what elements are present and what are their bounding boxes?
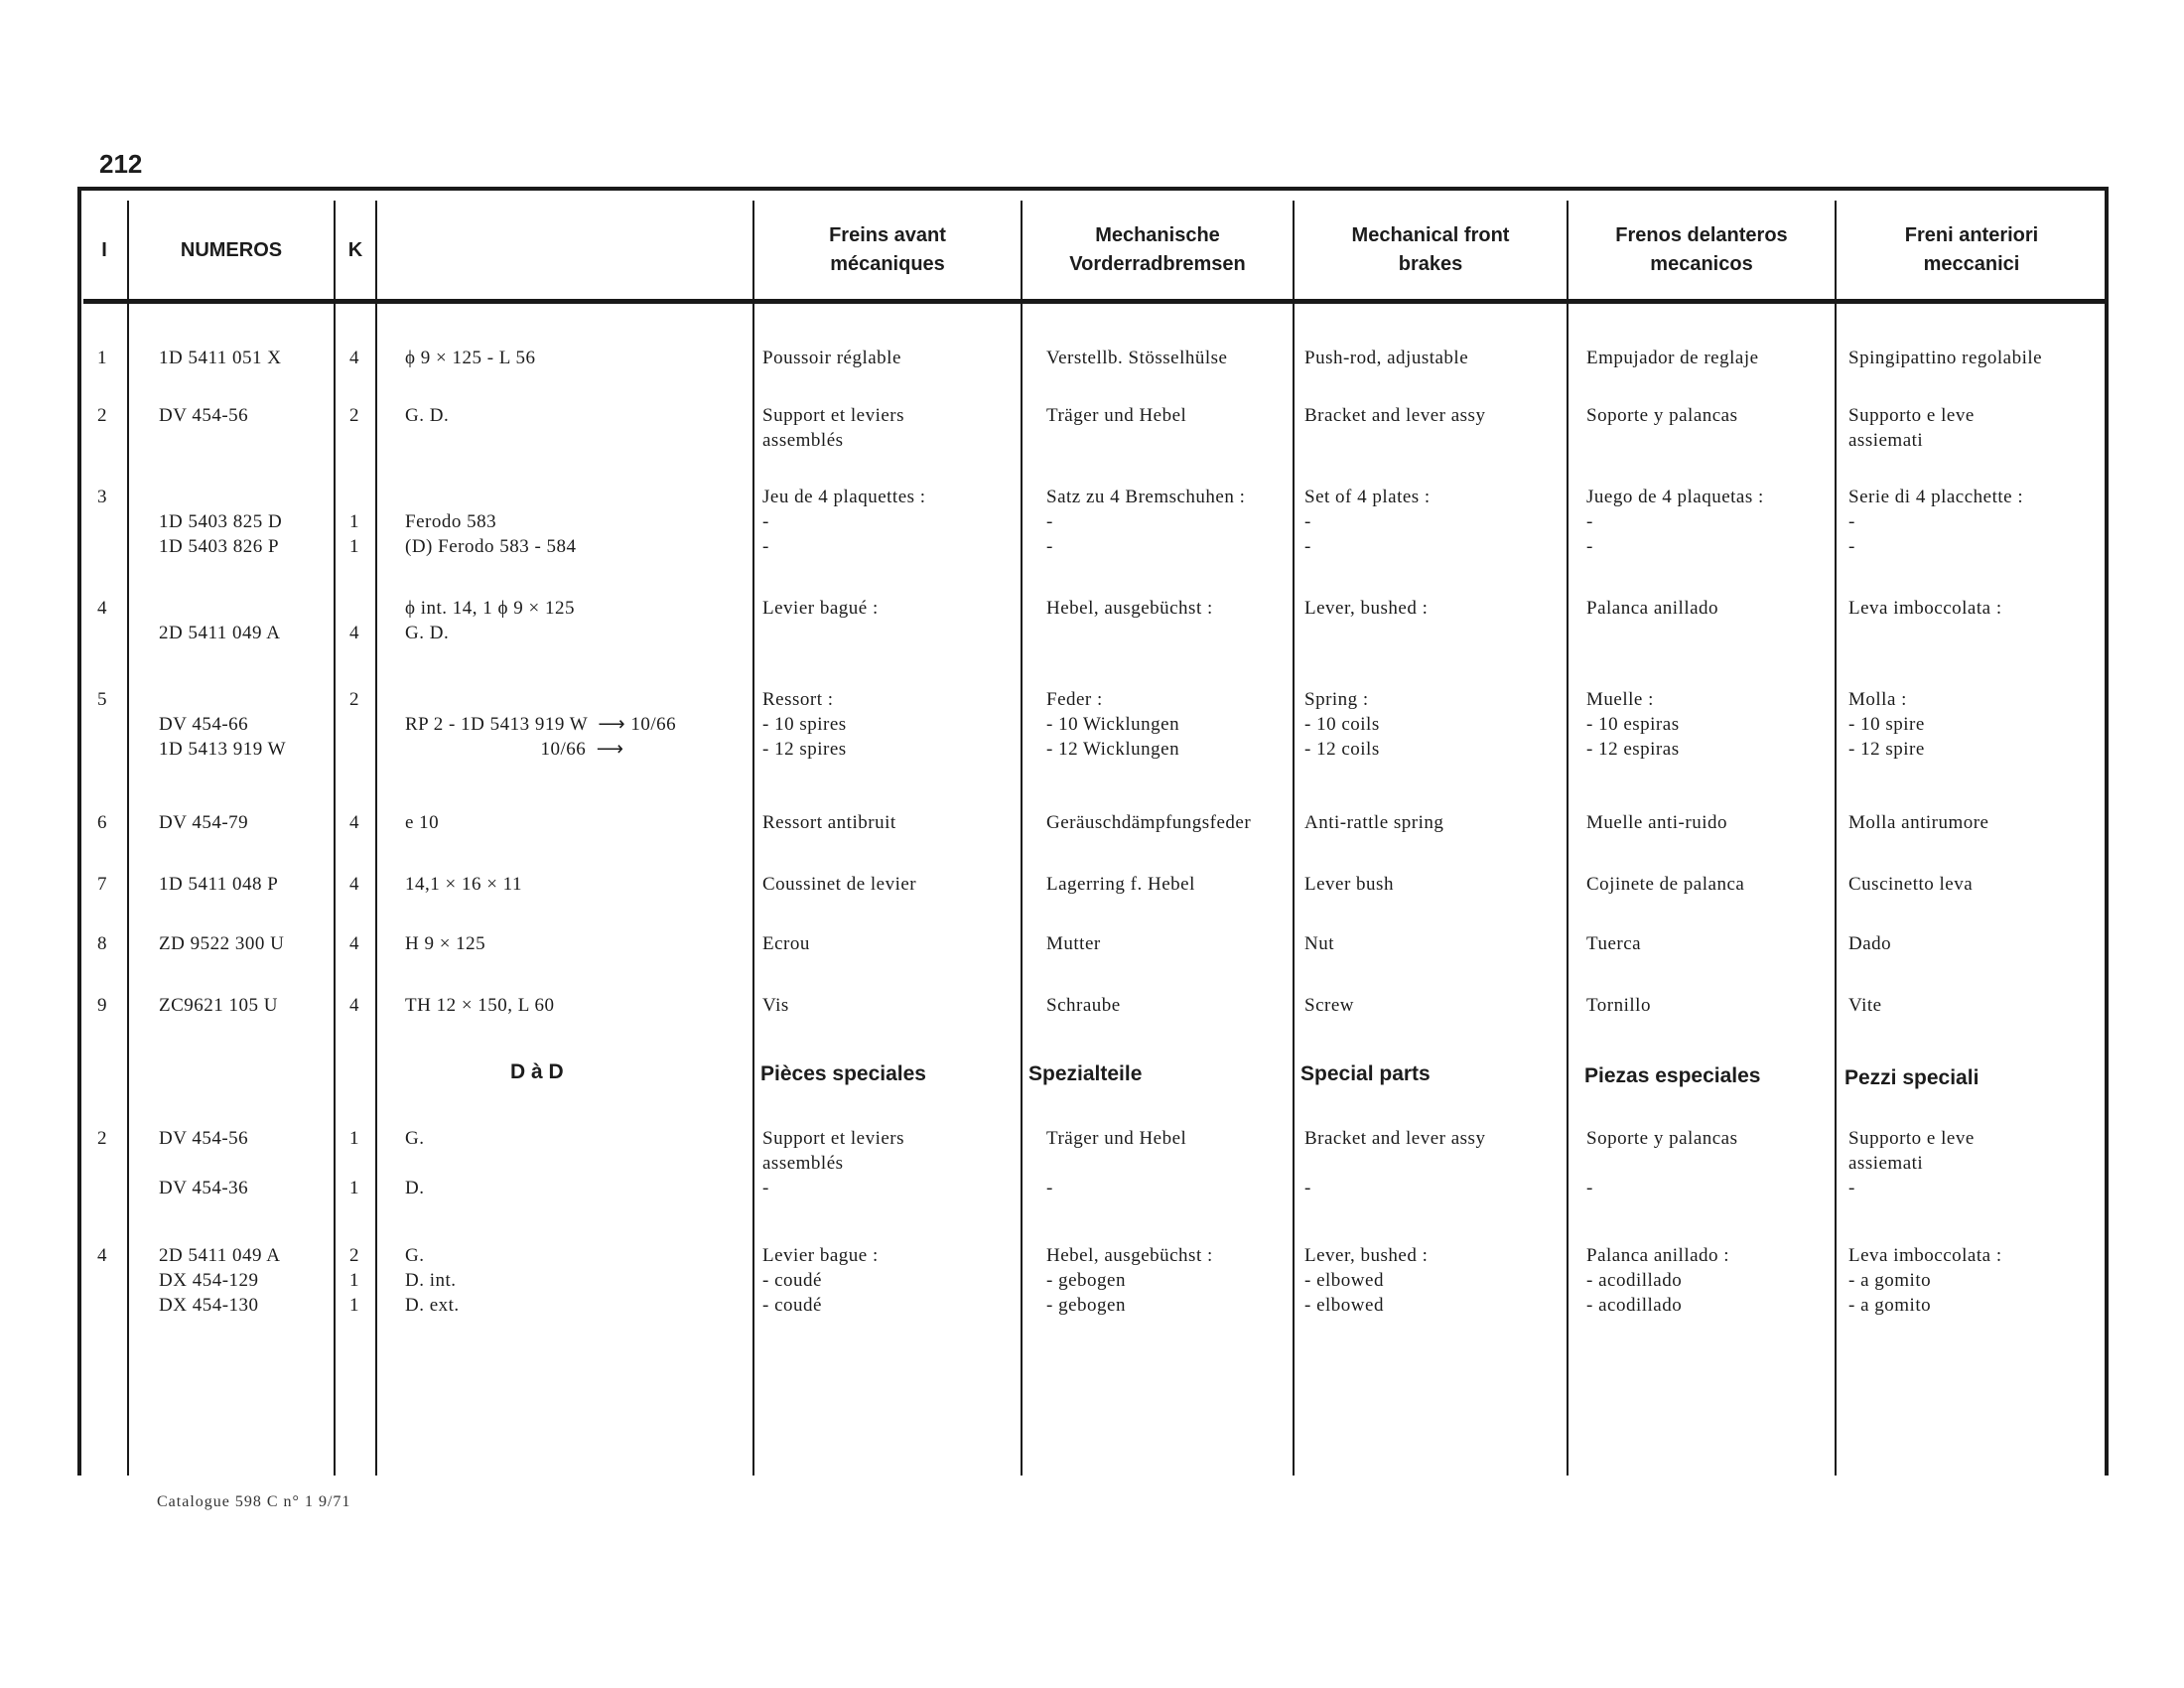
parts-table: [77, 187, 2109, 1476]
description-english: Screw: [1304, 995, 1354, 1016]
row-index: 8: [97, 933, 107, 954]
column-divider: [1835, 201, 1837, 1476]
quantity: 2: [349, 405, 359, 426]
description-spanish: Tornillo: [1586, 995, 1651, 1016]
section-title-italian: Pezzi speciali: [1844, 1066, 1979, 1089]
description-spanish: Palanca anillado : - acodillado - acodillado: [1586, 1245, 1730, 1316]
description-english: Lever bush: [1304, 874, 1394, 895]
column-divider: [1021, 201, 1023, 1476]
part-number: DV 454-66 1D 5413 919 W: [159, 714, 287, 760]
column-divider: [752, 201, 754, 1476]
description-english: Lever, bushed : - elbowed - elbowed: [1304, 1245, 1429, 1316]
quantity: 4: [349, 933, 359, 954]
part-number: DV 454-56 DV 454-36: [159, 1128, 249, 1198]
description-italian: Molla : - 10 spire - 12 spire: [1848, 689, 1925, 760]
description-french: Levier bagué :: [762, 598, 879, 619]
column-divider: [1567, 201, 1569, 1476]
catalogue-footer: Catalogue 598 C n° 1 9/71: [157, 1493, 351, 1510]
part-number: DV 454-79: [159, 812, 249, 833]
quantity: 1 1: [349, 511, 359, 557]
quantity: 4: [349, 623, 359, 643]
column-divider: [334, 201, 336, 1476]
description-french: Jeu de 4 plaquettes : - -: [762, 487, 926, 557]
description-italian: Supporto e leve assiemati: [1848, 405, 1975, 451]
header-qty: K: [347, 238, 363, 261]
description-french: Vis: [762, 995, 789, 1016]
row-index: 5: [97, 689, 107, 710]
table-left-border: [77, 187, 81, 1476]
description-spanish: Soporte y palancas -: [1586, 1128, 1738, 1198]
header-rule: [83, 299, 2105, 304]
quantity: 2 1 1: [349, 1245, 359, 1316]
section-title-french: Pièces speciales: [760, 1062, 926, 1085]
description-french: Ressort antibruit: [762, 812, 896, 833]
specification: G. D. int. D. ext.: [405, 1245, 460, 1316]
description-english: Set of 4 plates : - -: [1304, 487, 1431, 557]
quantity: 4: [349, 348, 359, 368]
specification: TH 12 × 150, L 60: [405, 995, 555, 1016]
description-french: Support et leviers assemblés: [762, 405, 905, 451]
description-spanish: Muelle anti-ruido: [1586, 812, 1727, 833]
row-index: 1: [97, 348, 107, 368]
part-number: ZD 9522 300 U: [159, 933, 285, 954]
description-german: Geräuschdämpfungsfeder: [1046, 812, 1252, 833]
specification: ϕ int. 14, 1 ϕ 9 × 125 G. D.: [405, 598, 576, 643]
description-french: Coussinet de levier: [762, 874, 917, 895]
description-spanish: Empujador de reglaje: [1586, 348, 1759, 368]
part-number: 1D 5411 051 X: [159, 348, 282, 368]
description-italian: Leva imboccolata :: [1848, 598, 2002, 619]
column-divider: [375, 201, 377, 1476]
description-spanish: Cojinete de palanca: [1586, 874, 1745, 895]
section-title-english: Special parts: [1300, 1062, 1431, 1085]
description-english: Lever, bushed :: [1304, 598, 1429, 619]
specification: e 10: [405, 812, 440, 833]
row-index: 3: [97, 487, 107, 507]
description-english: Bracket and lever assy: [1304, 405, 1486, 426]
header-english: Mechanical front brakes: [1351, 224, 1510, 275]
description-italian: Supporto e leve assiemati -: [1848, 1128, 1975, 1198]
row-index: 9: [97, 995, 107, 1016]
header-index: I: [101, 238, 107, 261]
description-french: Support et leviers assemblés -: [762, 1128, 905, 1198]
description-italian: Cuscinetto leva: [1848, 874, 1974, 895]
quantity: 4: [349, 812, 359, 833]
description-english: Spring : - 10 coils - 12 coils: [1304, 689, 1380, 760]
description-german: Feder : - 10 Wicklungen - 12 Wicklungen: [1046, 689, 1180, 760]
row-index: 4: [97, 598, 107, 619]
description-english: Push-rod, adjustable: [1304, 348, 1469, 368]
description-italian: Leva imboccolata : - a gomito - a gomito: [1848, 1245, 2002, 1316]
quantity: 1 1: [349, 1128, 359, 1198]
row-index: 4: [97, 1245, 107, 1266]
section-title-german: Spezialteile: [1028, 1062, 1143, 1085]
specification: RP 2 - 1D 5413 919 W ⟶ 10/66 10/66 ⟶: [405, 714, 677, 760]
description-french: Ressort : - 10 spires - 12 spires: [762, 689, 847, 760]
part-number: 1D 5411 048 P: [159, 874, 279, 895]
description-german: Verstellb. Stösselhülse: [1046, 348, 1228, 368]
description-spanish: Palanca anillado: [1586, 598, 1719, 619]
table-top-border: [77, 187, 2109, 191]
section-spec: D à D: [510, 1060, 564, 1083]
column-divider: [127, 201, 129, 1476]
description-italian: Vite: [1848, 995, 1882, 1016]
quantity: 2: [349, 689, 359, 710]
description-german: Schraube: [1046, 995, 1121, 1016]
row-index: 7: [97, 874, 107, 895]
part-number: 1D 5403 825 D 1D 5403 826 P: [159, 511, 283, 557]
part-number: 2D 5411 049 A: [159, 623, 281, 643]
description-english: Anti-rattle spring: [1304, 812, 1444, 833]
description-german: Satz zu 4 Bremschuhen : - -: [1046, 487, 1246, 557]
description-italian: Serie di 4 placchette : - -: [1848, 487, 2024, 557]
description-spanish: Juego de 4 plaquetas : - -: [1586, 487, 1764, 557]
header-german: Mechanische Vorderradbremsen: [1069, 224, 1246, 275]
description-german: Mutter: [1046, 933, 1101, 954]
description-french: Poussoir réglable: [762, 348, 901, 368]
description-italian: Dado: [1848, 933, 1892, 954]
description-italian: Spingipattino regolabile: [1848, 348, 2043, 368]
header-french: Freins avant mécaniques: [829, 224, 946, 275]
description-german: Lagerring f. Hebel: [1046, 874, 1195, 895]
row-index: 2: [97, 1128, 107, 1149]
description-german: Hebel, ausgebüchst :: [1046, 598, 1213, 619]
description-spanish: Tuerca: [1586, 933, 1642, 954]
table-right-border: [2105, 187, 2109, 1476]
row-index: 6: [97, 812, 107, 833]
specification: G. D.: [405, 1128, 425, 1198]
specification: 14,1 × 16 × 11: [405, 874, 522, 895]
header-spanish: Frenos delanteros mecanicos: [1615, 224, 1788, 275]
description-german: Hebel, ausgebüchst : - gebogen - gebogen: [1046, 1245, 1213, 1316]
header-italian: Freni anteriori meccanici: [1904, 224, 2039, 275]
quantity: 4: [349, 995, 359, 1016]
description-german: Träger und Hebel -: [1046, 1128, 1187, 1198]
specification: G. D.: [405, 405, 450, 426]
specification: H 9 × 125: [405, 933, 486, 954]
description-spanish: Muelle : - 10 espiras - 12 espiras: [1586, 689, 1680, 760]
description-english: Nut: [1304, 933, 1334, 954]
header-numeros: NUMEROS: [180, 238, 283, 261]
part-number: 2D 5411 049 A DX 454-129 DX 454-130: [159, 1245, 281, 1316]
page-number: 212: [99, 149, 143, 179]
description-italian: Molla antirumore: [1848, 812, 1989, 833]
column-divider: [1293, 201, 1295, 1476]
quantity: 4: [349, 874, 359, 895]
part-number: ZC9621 105 U: [159, 995, 278, 1016]
description-spanish: Soporte y palancas: [1586, 405, 1738, 426]
row-index: 2: [97, 405, 107, 426]
description-french: Ecrou: [762, 933, 810, 954]
description-french: Levier bague : - coudé - coudé: [762, 1245, 879, 1316]
part-number: DV 454-56: [159, 405, 249, 426]
description-english: Bracket and lever assy -: [1304, 1128, 1486, 1198]
specification: ϕ 9 × 125 - L 56: [405, 348, 536, 368]
description-german: Träger und Hebel: [1046, 405, 1187, 426]
specification: Ferodo 583 (D) Ferodo 583 - 584: [405, 511, 577, 557]
section-title-spanish: Piezas especiales: [1584, 1064, 1761, 1087]
